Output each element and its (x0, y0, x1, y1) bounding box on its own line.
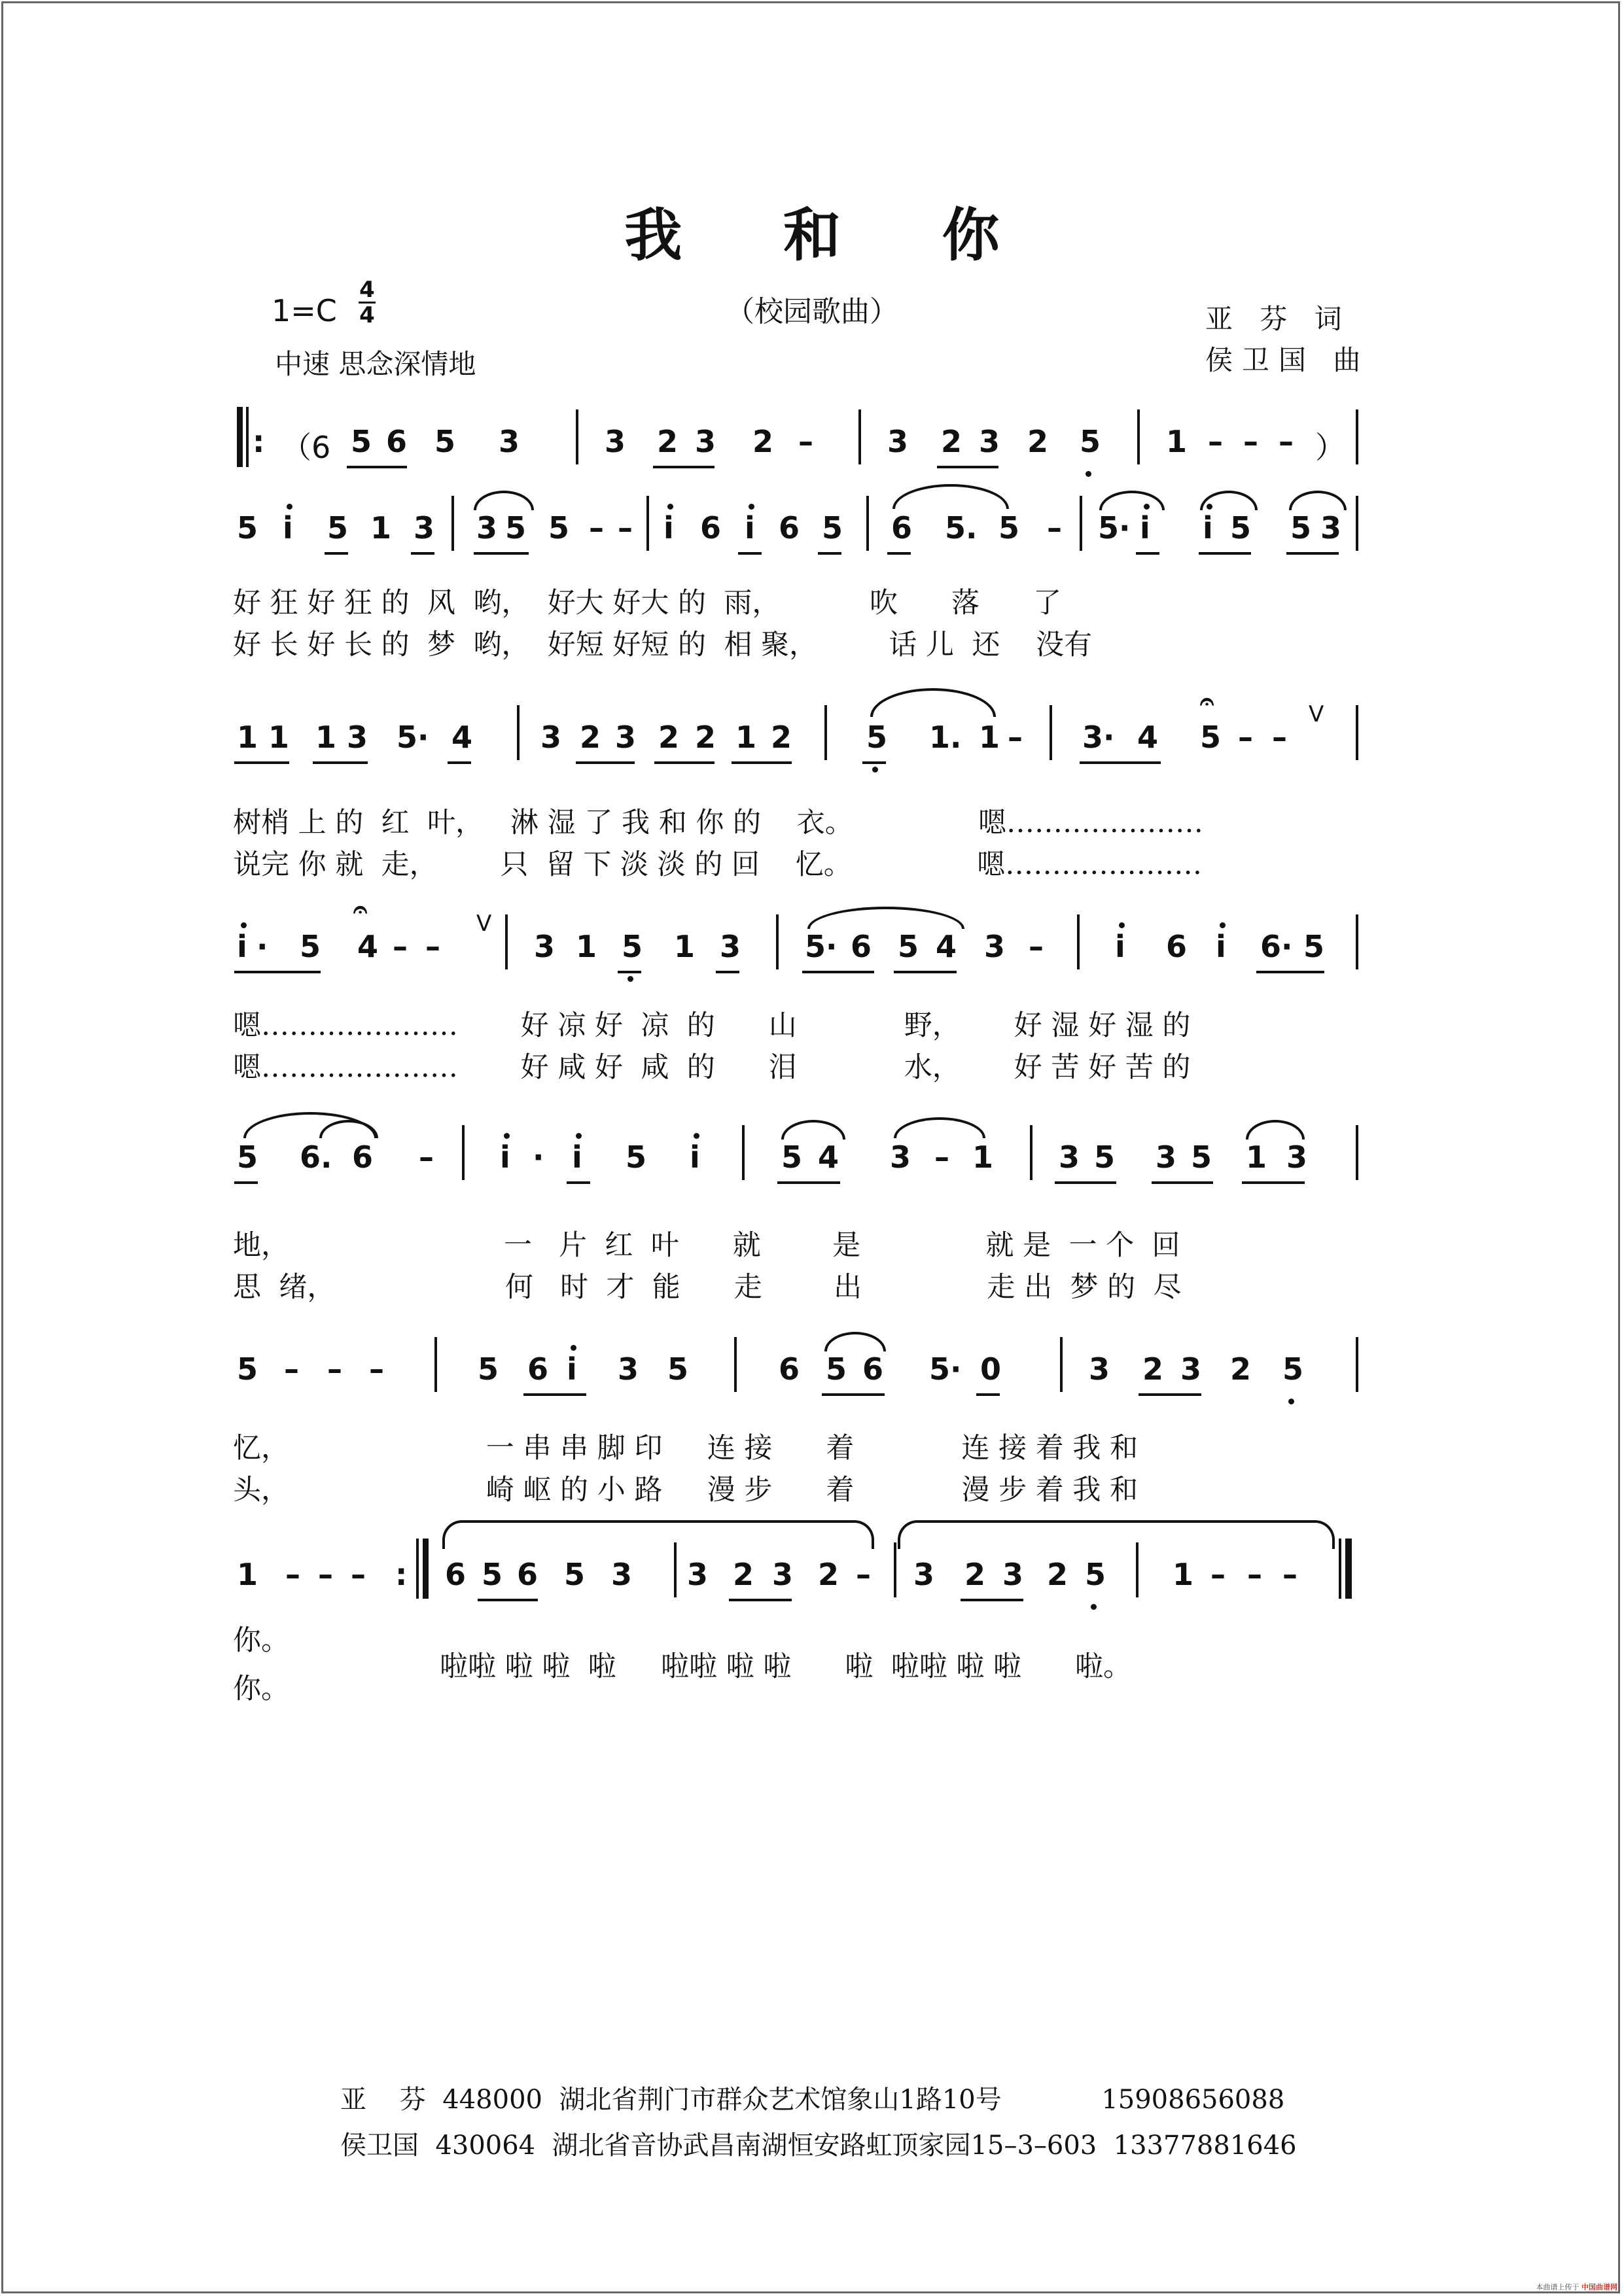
score-line-5: 5 6. 6 – i · i 5 i 5 4 3 – 1 3 5 3 5 1 3 (0, 1139, 1624, 1218)
score-line-3: 1 1 1 3 5· 4 3 2 3 2 2 1 2 5 1. 1 – 3· 4 5 𝄐 – – V (0, 720, 1624, 798)
score-line-4: i · 5 4 𝄐 – – V 3 1 5 1 3 5· 6 5 4 3 – i 6 i 6· 5 (0, 929, 1624, 1007)
lyric-line-7-verse-1: 你。 (233, 1624, 289, 1657)
lyric-line-2-verse-2: 好 长 好 长 的 梦 哟， 好短 好短 的 相 聚， 话 儿 还 没有 (233, 629, 1093, 661)
key-signature: 1=C (272, 293, 337, 328)
score-line-1: : （6 5 6 5 3 3 2 3 2 – 3 2 3 2 5 1 – – – ） (0, 424, 1624, 502)
time-signature-bottom: 4 (359, 302, 375, 328)
lyric-line-7-outro: 啦啦 啦 啦 啦 啦啦 啦 啦 啦 啦啦 啦 啦 啦。 (440, 1650, 1132, 1683)
lyric-line-3-verse-1: 树梢 上 的 红 叶， 淋 湿 了 我 和 你 的 衣。 嗯………………… (233, 807, 1204, 839)
lyric-line-4-verse-2: 嗯………………… 好 咸 好 咸 的 泪 水， 好 苦 好 苦 的 (233, 1051, 1191, 1084)
lyric-line-6-verse-2: 头， 崎 岖 的 小 路 漫 步 着 漫 步 着 我 和 (233, 1474, 1139, 1506)
lyric-line-2-verse-1: 好 狂 好 狂 的 风 哟， 好大 好大 的 雨， 吹 落 了 (233, 587, 1062, 619)
watermark-prefix: 本曲谱上传于 (1536, 2283, 1580, 2291)
lyricist-credit: 亚 芬 词 (1205, 303, 1351, 335)
time-signature-top: 4 (359, 277, 375, 303)
lyric-line-3-verse-2: 说完 你 就 走， 只 留 下 淡 淡 的 回 忆。 嗯………………… (233, 848, 1203, 881)
upload-watermark (1536, 2282, 1618, 2292)
lyric-line-4-verse-1: 嗯………………… 好 凉 好 凉 的 山 野， 好 湿 好 湿 的 (233, 1009, 1191, 1042)
score-line-2: 5 i 5 1 3 3 5 5 – – i 6 i 6 5 6 5. 5 – 5· i i 5 5 3 (0, 510, 1624, 589)
song-subtitle: （校园歌曲） (726, 295, 898, 328)
song-title: 我 和 你 (624, 201, 1040, 269)
score-line-7: 1 – – – : 6 5 6 5 3 3 2 3 2 – 3 2 3 2 5 1 – – – (0, 1557, 1624, 1635)
lyric-line-7-verse-2: 你。 (233, 1673, 289, 1705)
composer-credit: 侯卫国 曲 (1205, 344, 1370, 376)
watermark-site: 中国曲谱网 (1581, 2283, 1617, 2291)
tempo-marking: 中速 思念深情地 (275, 348, 476, 380)
score-line-6: 5 – – – 5 6 i 3 5 6 5 6 5· 0 3 2 3 2 5 (0, 1351, 1624, 1430)
lyric-line-5-verse-2: 思 绪， 何 时 才 能 走 出 走 出 梦 的 尽 (233, 1271, 1182, 1304)
contact-composer: 侯卫国 430064 湖北省音协武昌南湖恒安路虹顶家园15–3–603 13377881646 (340, 2131, 1297, 2161)
lyric-line-6-verse-1: 忆， 一 串 串 脚 印 连 接 着 连 接 着 我 和 (233, 1432, 1139, 1465)
contact-lyricist: 亚 芬 448000 湖北省荆门市群众艺术馆象山1路10号 15908656088 (340, 2085, 1285, 2115)
lyric-line-5-verse-1: 地， 一 片 红 叶 就 是 就 是 一 个 回 (233, 1229, 1180, 1262)
time-signature (357, 278, 377, 327)
